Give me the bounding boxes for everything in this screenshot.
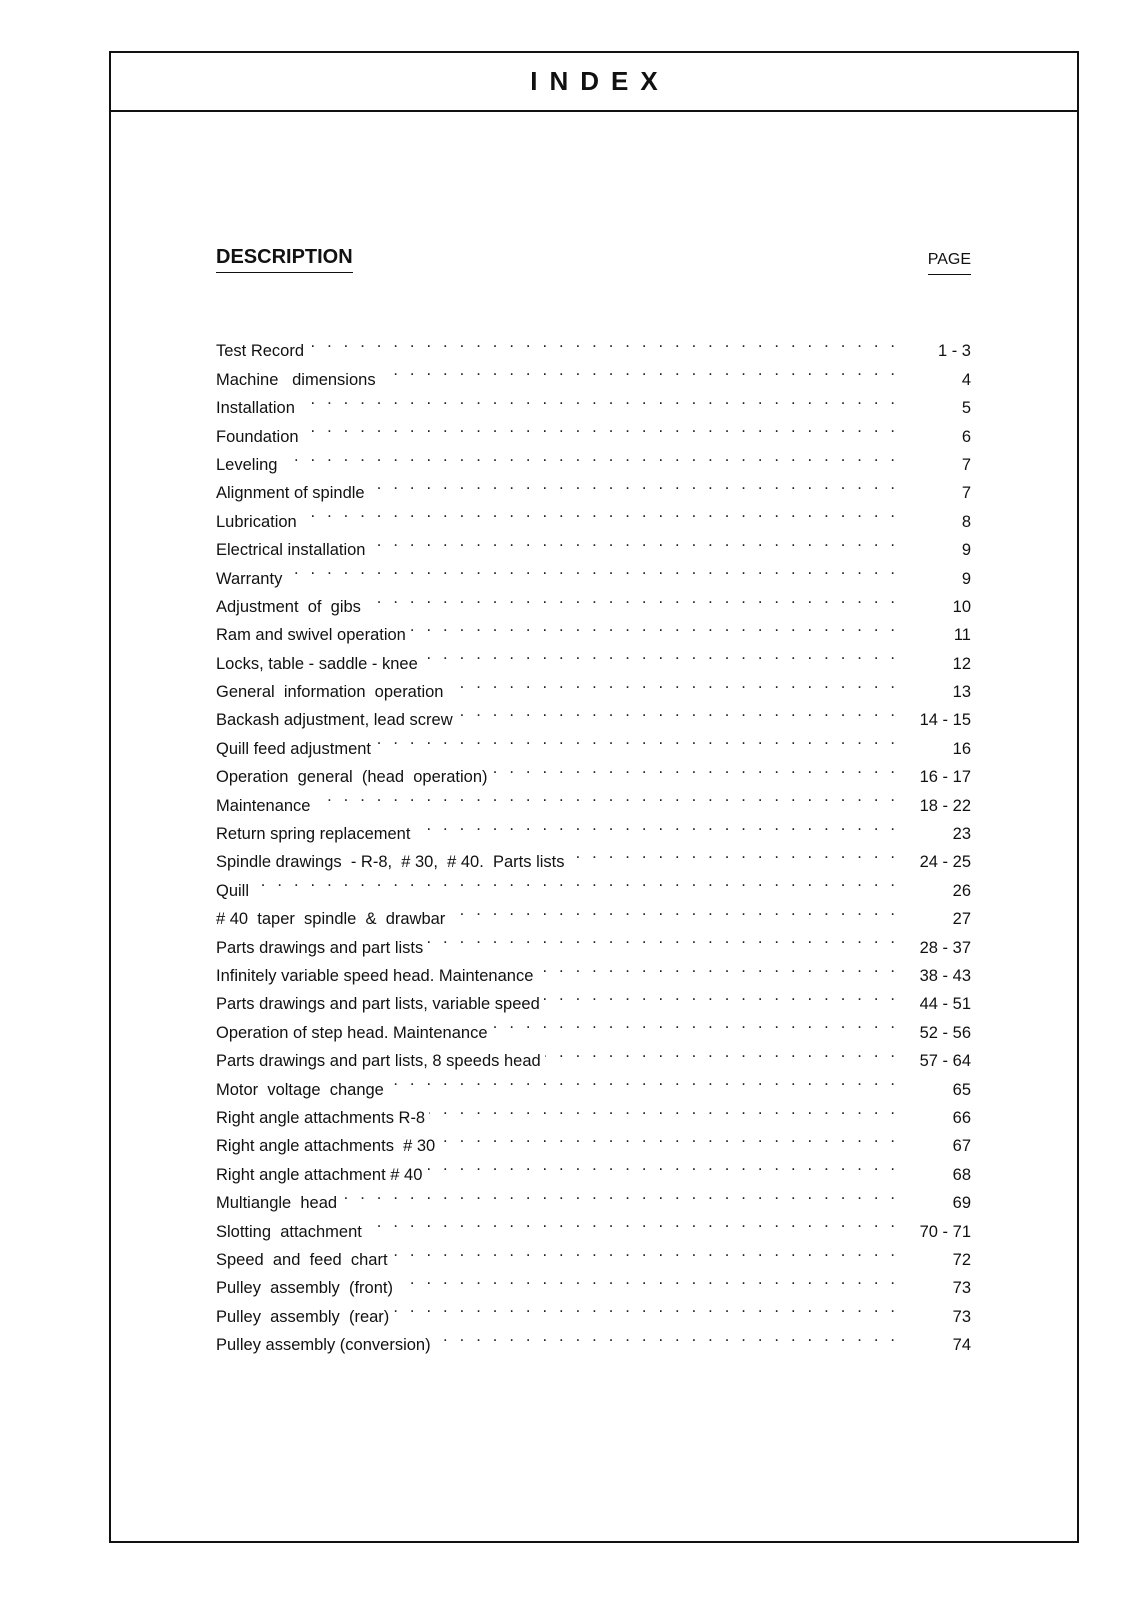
- toc-entry-page: 18 - 22: [919, 796, 971, 815]
- toc-entry-page: 1 - 3: [937, 342, 971, 361]
- toc-entry: [216, 867, 971, 900]
- dot-leader: [375, 725, 895, 753]
- dot-leader: [492, 754, 895, 782]
- toc-entry: [216, 470, 971, 503]
- dot-leader: [286, 555, 895, 583]
- toc-entry: [216, 555, 971, 588]
- page-column-header: PAGE: [928, 251, 971, 275]
- dot-leader: [314, 782, 895, 810]
- dot-leader: [397, 1265, 895, 1293]
- toc-entry-page: 12: [952, 654, 971, 673]
- toc-entry-page: 74: [952, 1336, 971, 1355]
- toc-entry-label: Installation: [216, 399, 295, 418]
- toc-entry: [216, 782, 971, 815]
- description-column-header: DESCRIPTION: [216, 246, 353, 273]
- toc-entry-page: 5: [961, 399, 971, 418]
- toc-entry-page: 44 - 51: [919, 995, 971, 1014]
- toc-entry-label: General information operation: [216, 683, 444, 702]
- toc-entry-page: 73: [952, 1279, 971, 1298]
- toc-entry-label: Quill: [216, 881, 250, 900]
- toc-entry-page: 72: [952, 1250, 971, 1269]
- toc-entry-page: 10: [952, 597, 971, 616]
- toc-entry-label: Motor voltage change: [216, 1080, 384, 1099]
- dot-leader: [341, 1180, 895, 1208]
- dot-leader: [492, 1009, 895, 1037]
- toc-entry-page: 13: [952, 683, 971, 702]
- toc-entry-label: Pulley assembly (conversion): [216, 1336, 431, 1355]
- toc-entry-label: Foundation: [216, 427, 299, 446]
- table-of-contents: [216, 328, 971, 1355]
- toc-entry-label: Machine dimensions: [216, 370, 376, 389]
- toc-entry-label: Parts drawings and part lists, 8 speeds head: [216, 1052, 541, 1071]
- toc-entry-label: Infinitely variable speed head. Maintenance: [216, 966, 534, 985]
- toc-entry-page: 8: [961, 512, 971, 531]
- dot-leader: [303, 413, 895, 441]
- toc-entry-label: Right angle attachment # 40: [216, 1165, 423, 1184]
- toc-entry-page: 69: [952, 1194, 971, 1213]
- toc-entry-page: 16: [952, 739, 971, 758]
- dot-leader: [435, 1322, 895, 1350]
- toc-entry-label: Electrical installation: [216, 541, 366, 560]
- toc-entry-label: Pulley assembly (rear): [216, 1307, 390, 1326]
- dot-leader: [253, 867, 895, 895]
- dot-leader: [369, 470, 895, 498]
- toc-entry-page: 26: [952, 881, 971, 900]
- dot-leader: [414, 811, 895, 839]
- dot-leader: [449, 896, 895, 924]
- dot-leader: [369, 527, 895, 555]
- toc-entry-page: 57 - 64: [919, 1052, 971, 1071]
- toc-entry-page: 23: [952, 825, 971, 844]
- toc-entry-page: 7: [961, 455, 971, 474]
- toc-entry-page: 66: [952, 1108, 971, 1127]
- dot-leader: [365, 584, 895, 612]
- toc-entry-page: 6: [961, 427, 971, 446]
- toc-entry-page: 38 - 43: [919, 966, 971, 985]
- toc-entry-page: 16 - 17: [919, 768, 971, 787]
- toc-entry-label: Alignment of spindle: [216, 484, 365, 503]
- dot-leader: [545, 1038, 895, 1066]
- dot-leader: [380, 356, 895, 384]
- toc-entry-label: Parts drawings and part lists: [216, 938, 424, 957]
- toc-entry: [216, 328, 971, 361]
- dot-leader: [426, 1151, 895, 1179]
- toc-entry-label: Right angle attachments # 30: [216, 1137, 436, 1156]
- title-bar: [111, 53, 1077, 112]
- page-title: INDEX: [530, 66, 670, 96]
- toc-entry-label: Locks, table - saddle - knee: [216, 654, 418, 673]
- toc-entry-label: Warranty: [216, 569, 283, 588]
- toc-entry: [216, 498, 971, 531]
- toc-entry-label: Lubrication: [216, 512, 297, 531]
- dot-leader: [393, 1293, 895, 1321]
- dot-leader: [366, 1208, 895, 1236]
- toc-entry: [216, 811, 971, 844]
- toc-entry-page: 27: [952, 910, 971, 929]
- toc-entry-page: 9: [961, 541, 971, 560]
- toc-entry: [216, 896, 971, 929]
- toc-entry-label: Operation of step head. Maintenance: [216, 1023, 488, 1042]
- dot-leader: [410, 612, 895, 640]
- toc-entry: [216, 527, 971, 560]
- toc-entry-label: Quill feed adjustment: [216, 739, 372, 758]
- toc-entry: [216, 385, 971, 418]
- toc-entry: [216, 413, 971, 446]
- dot-leader: [537, 953, 895, 981]
- toc-entry-page: 7: [961, 484, 971, 503]
- toc-entry-page: 52 - 56: [919, 1023, 971, 1042]
- toc-entry-label: Slotting attachment: [216, 1222, 362, 1241]
- toc-entry-label: Pulley assembly (front): [216, 1279, 393, 1298]
- toc-entry: [216, 442, 971, 474]
- dot-leader: [544, 981, 895, 1009]
- toc-entry-page: 67: [952, 1137, 971, 1156]
- toc-entry-label: Adjustment of gibs: [216, 597, 361, 616]
- dot-leader: [569, 839, 896, 867]
- toc-entry-page: 28 - 37: [919, 938, 971, 957]
- dot-leader: [301, 498, 895, 526]
- toc-entry-label: Maintenance: [216, 796, 311, 815]
- toc-entry-page: 70 - 71: [919, 1222, 971, 1241]
- toc-entry-page: 24 - 25: [919, 853, 971, 872]
- toc-entry-page: 65: [952, 1080, 971, 1099]
- toc-entry-page: 68: [952, 1165, 971, 1184]
- dot-leader: [388, 1066, 895, 1094]
- toc-entry-label: # 40 taper spindle & drawbar: [216, 910, 446, 929]
- toc-entry-label: Right angle attachments R-8: [216, 1108, 426, 1127]
- toc-entry-label: Test Record: [216, 342, 305, 361]
- toc-entry-label: Backash adjustment, lead screw: [216, 711, 453, 730]
- toc-entry-page: 4: [961, 370, 971, 389]
- dot-leader: [299, 385, 895, 413]
- toc-entry-label: Ram and swivel operation: [216, 626, 406, 645]
- toc-entry-label: Parts drawings and part lists, variable speed: [216, 995, 540, 1014]
- toc-entry-label: Multiangle head: [216, 1194, 338, 1213]
- toc-entry-page: 73: [952, 1307, 971, 1326]
- toc-entry-page: 14 - 15: [919, 711, 971, 730]
- toc-entry-page: 11: [953, 626, 971, 645]
- toc-entry-label: Spindle drawings - R-8, # 30, # 40. Parts lists: [216, 853, 565, 872]
- toc-entry-label: Operation general (head operation): [216, 768, 488, 787]
- dot-leader: [422, 640, 895, 668]
- dot-leader: [308, 328, 895, 356]
- toc-entry-page: 9: [961, 569, 971, 588]
- dot-leader: [427, 924, 895, 952]
- toc-entry-label: Leveling: [216, 455, 278, 474]
- dot-leader: [447, 669, 895, 697]
- toc-entry-label: Speed and feed chart: [216, 1250, 388, 1269]
- toc-entry: [216, 356, 971, 389]
- dot-leader: [457, 697, 895, 725]
- dot-leader: [281, 442, 895, 470]
- toc-entry-label: Return spring replacement: [216, 825, 411, 844]
- dot-leader: [392, 1237, 895, 1265]
- dot-leader: [429, 1095, 895, 1123]
- dot-leader: [439, 1123, 895, 1151]
- toc-entry: [216, 584, 971, 616]
